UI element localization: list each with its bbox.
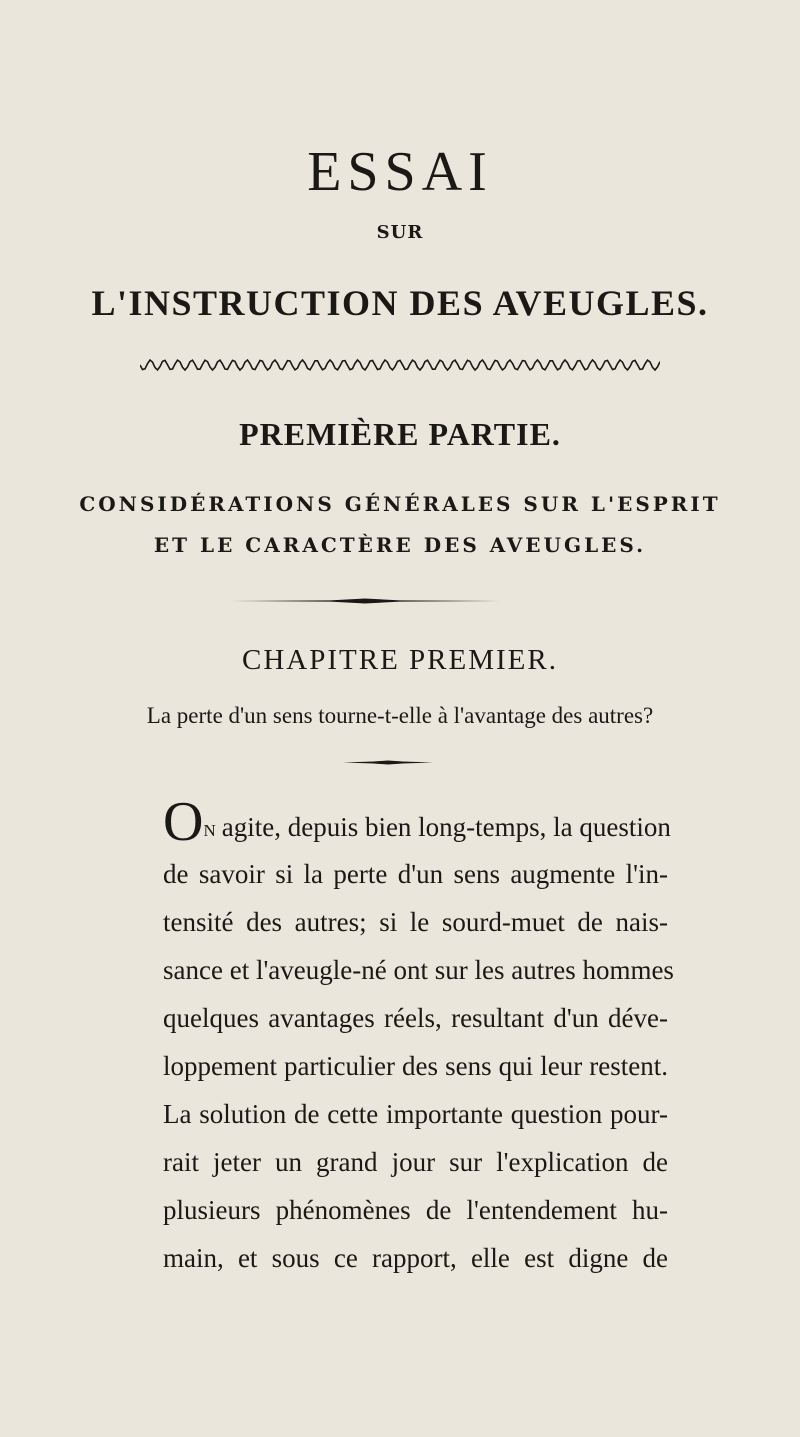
paragraph-line: La solution de cette importante question pour-: [163, 1099, 668, 1129]
chapter-rule: [343, 760, 433, 765]
part-subtitle-line-1: CONSIDÉRATIONS GÉNÉRALES SUR L'ESPRIT: [79, 492, 721, 516]
ornamental-rule: [140, 358, 660, 372]
paragraph-line: plusieurs phénomènes de l'entendement hu-: [163, 1195, 668, 1225]
chapter-subtitle: La perte d'un sens tourne-t-elle à l'avantage des autres?: [146, 703, 654, 728]
paragraph-line: de savoir si la perte d'un sens augmente l'in-: [163, 859, 668, 889]
paragraph-line: main, et sous ce rapport, elle est digne de: [163, 1243, 668, 1273]
small-caps-letter: N: [203, 821, 216, 840]
part-subtitle-line-2: ET LE CARACTÈRE DES AVEUGLES.: [153, 533, 647, 557]
first-line-text: agite, depuis bien long-temps, la question: [221, 812, 671, 842]
drop-cap: O: [163, 791, 204, 853]
paragraph-first-line: [163, 791, 671, 853]
book-subject: L'INSTRUCTION DES AVEUGLES.: [91, 283, 709, 323]
swelled-rule: [230, 598, 500, 604]
paragraph-line: sance et l'aveugle-né ont sur les autres hommes: [163, 955, 674, 985]
paragraph-line: rait jeter un grand jour sur l'explication de: [163, 1147, 668, 1177]
chapter-heading: CHAPITRE PREMIER.: [242, 644, 558, 676]
paragraph-line: quelques avantages réels, resultant d'un déve-: [163, 1003, 668, 1033]
paragraph-line: tensité des autres; si le sourd-muet de nais-: [163, 907, 668, 937]
part-heading: PREMIÈRE PARTIE.: [239, 416, 561, 452]
body-paragraph: [163, 791, 674, 1282]
book-title: ESSAI: [307, 141, 493, 203]
paragraph-line: loppement particulier des sens qui leur restent.: [163, 1051, 668, 1081]
title-preposition: SUR: [376, 222, 424, 243]
